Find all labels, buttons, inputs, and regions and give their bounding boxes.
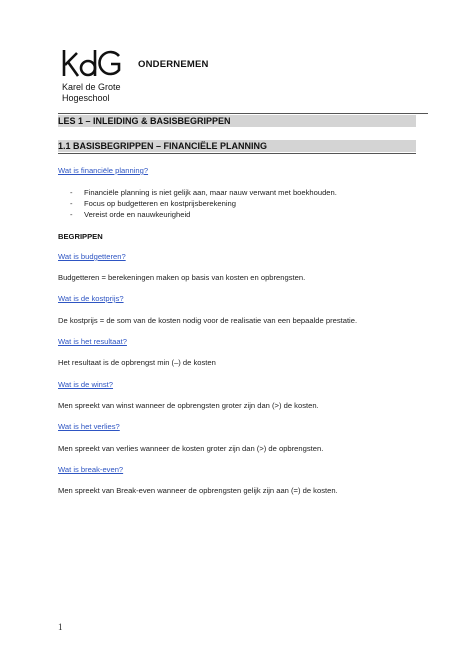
term-question[interactable]: Wat is het verlies?: [58, 422, 120, 431]
term-answer: Budgetteren = berekeningen maken op basis van kosten en opbrengsten.: [58, 273, 306, 282]
term-answer: Men spreekt van winst wanneer de opbrengsten groter zijn dan (>) de kosten.: [58, 401, 319, 410]
kdg-logo: [62, 48, 122, 78]
bullet-item: - Focus op budgetteren en kostprijsberekening: [70, 199, 236, 208]
term-answer: Men spreekt van verlies wanneer de kosten groter zijn dan (>) de opbrengsten.: [58, 444, 324, 453]
bullet-text: Vereist orde en nauwkeurigheid: [84, 210, 191, 219]
institution-line-2: Hogeschool: [62, 92, 110, 103]
term-question[interactable]: Wat is het resultaat?: [58, 337, 127, 346]
section-label-begrippen: BEGRIPPEN: [58, 232, 103, 241]
term-question[interactable]: Wat is budgetteren?: [58, 252, 126, 261]
term-question[interactable]: Wat is break-even?: [58, 465, 124, 474]
intro-bullet-list: [70, 187, 337, 220]
intro-question[interactable]: Wat is financiële planning?: [58, 166, 149, 175]
bullet-item: - Vereist orde en nauwkeurigheid: [70, 210, 191, 219]
heading-1: LES 1 – INLEIDING & BASISBEGRIPPEN: [58, 116, 231, 126]
term-question[interactable]: Wat is de kostprijs?: [58, 294, 124, 303]
bullet-item: - Financiële planning is niet gelijk aan, maar nauw verwant met boekhouden.: [70, 188, 337, 197]
bullet-text: Focus op budgetteren en kostprijsberekening: [84, 199, 236, 208]
term-answer: De kostprijs = de som van de kosten nodig voor de realisatie van een bepaalde prestatie.: [58, 316, 358, 325]
heading-1-rule: [58, 113, 428, 114]
course-title: ONDERNEMEN: [138, 59, 209, 70]
institution-line-1: Karel de Grote: [62, 82, 121, 92]
page-number: 1: [58, 622, 63, 632]
heading-2: 1.1 BASISBEGRIPPEN – FINANCIËLE PLANNING: [58, 141, 268, 151]
institution-name: [62, 82, 152, 103]
term-question[interactable]: Wat is de winst?: [58, 380, 114, 389]
kdg-logo-mark: [62, 48, 122, 78]
term-answer: Het resultaat is de opbrengst min (–) de kosten: [58, 358, 216, 367]
bullet-text: Financiële planning is niet gelijk aan, maar nauw verwant met boekhouden.: [84, 188, 337, 197]
heading-2-rule: [58, 153, 416, 154]
term-answer: Men spreekt van Break-even wanneer de opbrengsten gelijk zijn aan (=) de kosten.: [58, 486, 338, 495]
